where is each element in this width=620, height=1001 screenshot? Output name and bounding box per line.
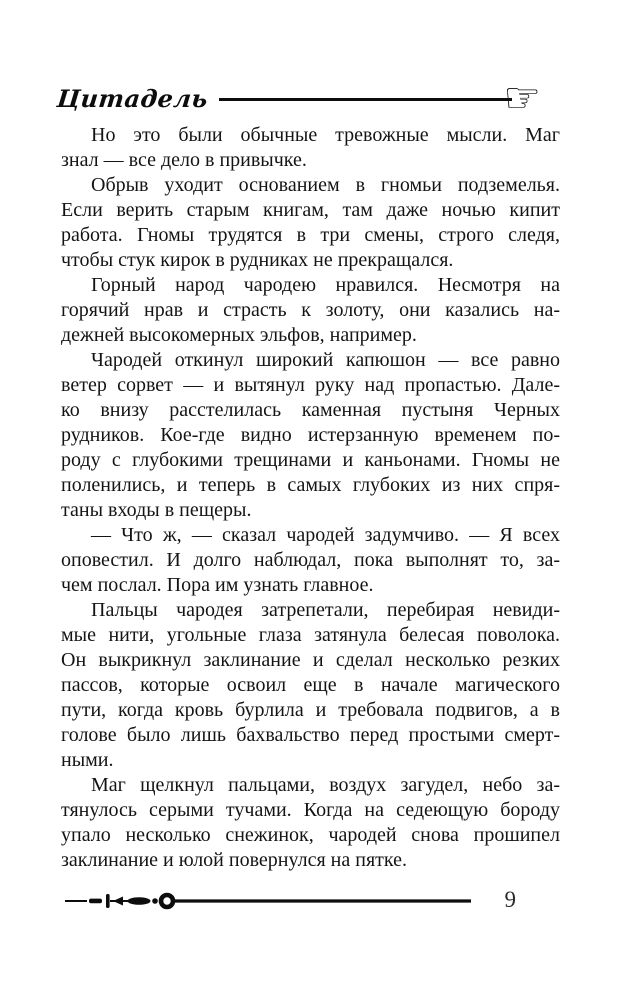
text-line: рудников. Кое-где видно истерзанную временем по- <box>61 424 560 446</box>
text-line: ными. <box>61 749 114 771</box>
running-title: Цитадель <box>55 84 210 113</box>
text-line: поленились, и теперь в самых глубоких из них спря- <box>61 474 560 496</box>
text-line: заклинание и юлой повернулся на пятке. <box>61 849 407 871</box>
page-text <box>61 123 560 873</box>
text-line: Обрыв уходит основанием в гномьи подземелья. <box>91 174 560 196</box>
text-line: дежней высокомерных эльфов, например. <box>61 324 417 346</box>
page-header <box>55 73 541 122</box>
text-line: пассов, которые освоил еще в начале магического <box>61 674 560 696</box>
paragraph <box>61 123 560 173</box>
text-line: таны входы в пещеры. <box>61 499 252 521</box>
paragraph <box>61 773 560 873</box>
header-rule <box>219 98 512 101</box>
paragraph <box>61 523 560 598</box>
paragraph <box>61 273 560 348</box>
text-line: упало несколько снежинок, чародей снова прошипел <box>61 824 560 846</box>
text-line: оповестил. И долго наблюдал, пока выполнят то, за- <box>61 549 560 571</box>
page-footer <box>63 884 516 916</box>
text-line: чтобы стук кирок в рудниках не прекращался. <box>61 249 454 271</box>
text-line: голове было лишь бахвальство перед простыми смерт- <box>61 724 560 746</box>
text-line: горячий нрав и страсть к золоту, они казались на- <box>61 299 560 321</box>
text-line: тянулось серыми тучами. Когда на седеющую бороду <box>61 799 560 821</box>
text-line: роду с глубокими трещинами и каньонами. Гномы не <box>61 449 560 471</box>
text-line: знал — все дело в привычке. <box>61 149 307 171</box>
text-line: Горный народ чародею нравился. Несмотря на <box>91 274 560 296</box>
text-line: Чародей откинул широкий капюшон — все равно <box>91 349 560 371</box>
text-line: работа. Гномы трудятся в три смены, строго следя, <box>61 224 560 246</box>
paragraph <box>61 173 560 273</box>
text-line: Но это были обычные тревожные мысли. Маг <box>91 124 560 146</box>
paragraph <box>61 348 560 523</box>
text-line: ветер сорвет — и вытянул руку над пропастью. Дале- <box>61 374 560 396</box>
text-line: Если верить старым книгам, там даже ночью кипит <box>61 199 560 221</box>
text-line: пути, когда кровь бурлила и требовала подвигов, а в <box>61 699 560 721</box>
text-line: Маг щелкнул пальцами, воздух загудел, небо за- <box>91 774 560 796</box>
text-line: Он выкрикнул заклинание и сделал несколько резких <box>61 649 560 671</box>
paragraph <box>61 598 560 773</box>
manicule-right-icon: ☞ <box>503 73 541 122</box>
text-line: чем послал. Пора им узнать главное. <box>61 574 374 596</box>
text-line: Пальцы чародея затрепетали, перебирая невиди- <box>91 599 560 621</box>
text-line: ко внизу расстелилась каменная пустыня Черных <box>61 399 560 421</box>
text-line: — Что ж, — сказал чародей задумчиво. — Я всех <box>91 524 560 546</box>
page-number: 9 <box>504 887 516 912</box>
footer-ornament-rule <box>63 887 473 913</box>
text-line: мые нити, угольные глаза затянула белесая поволока. <box>61 624 560 646</box>
